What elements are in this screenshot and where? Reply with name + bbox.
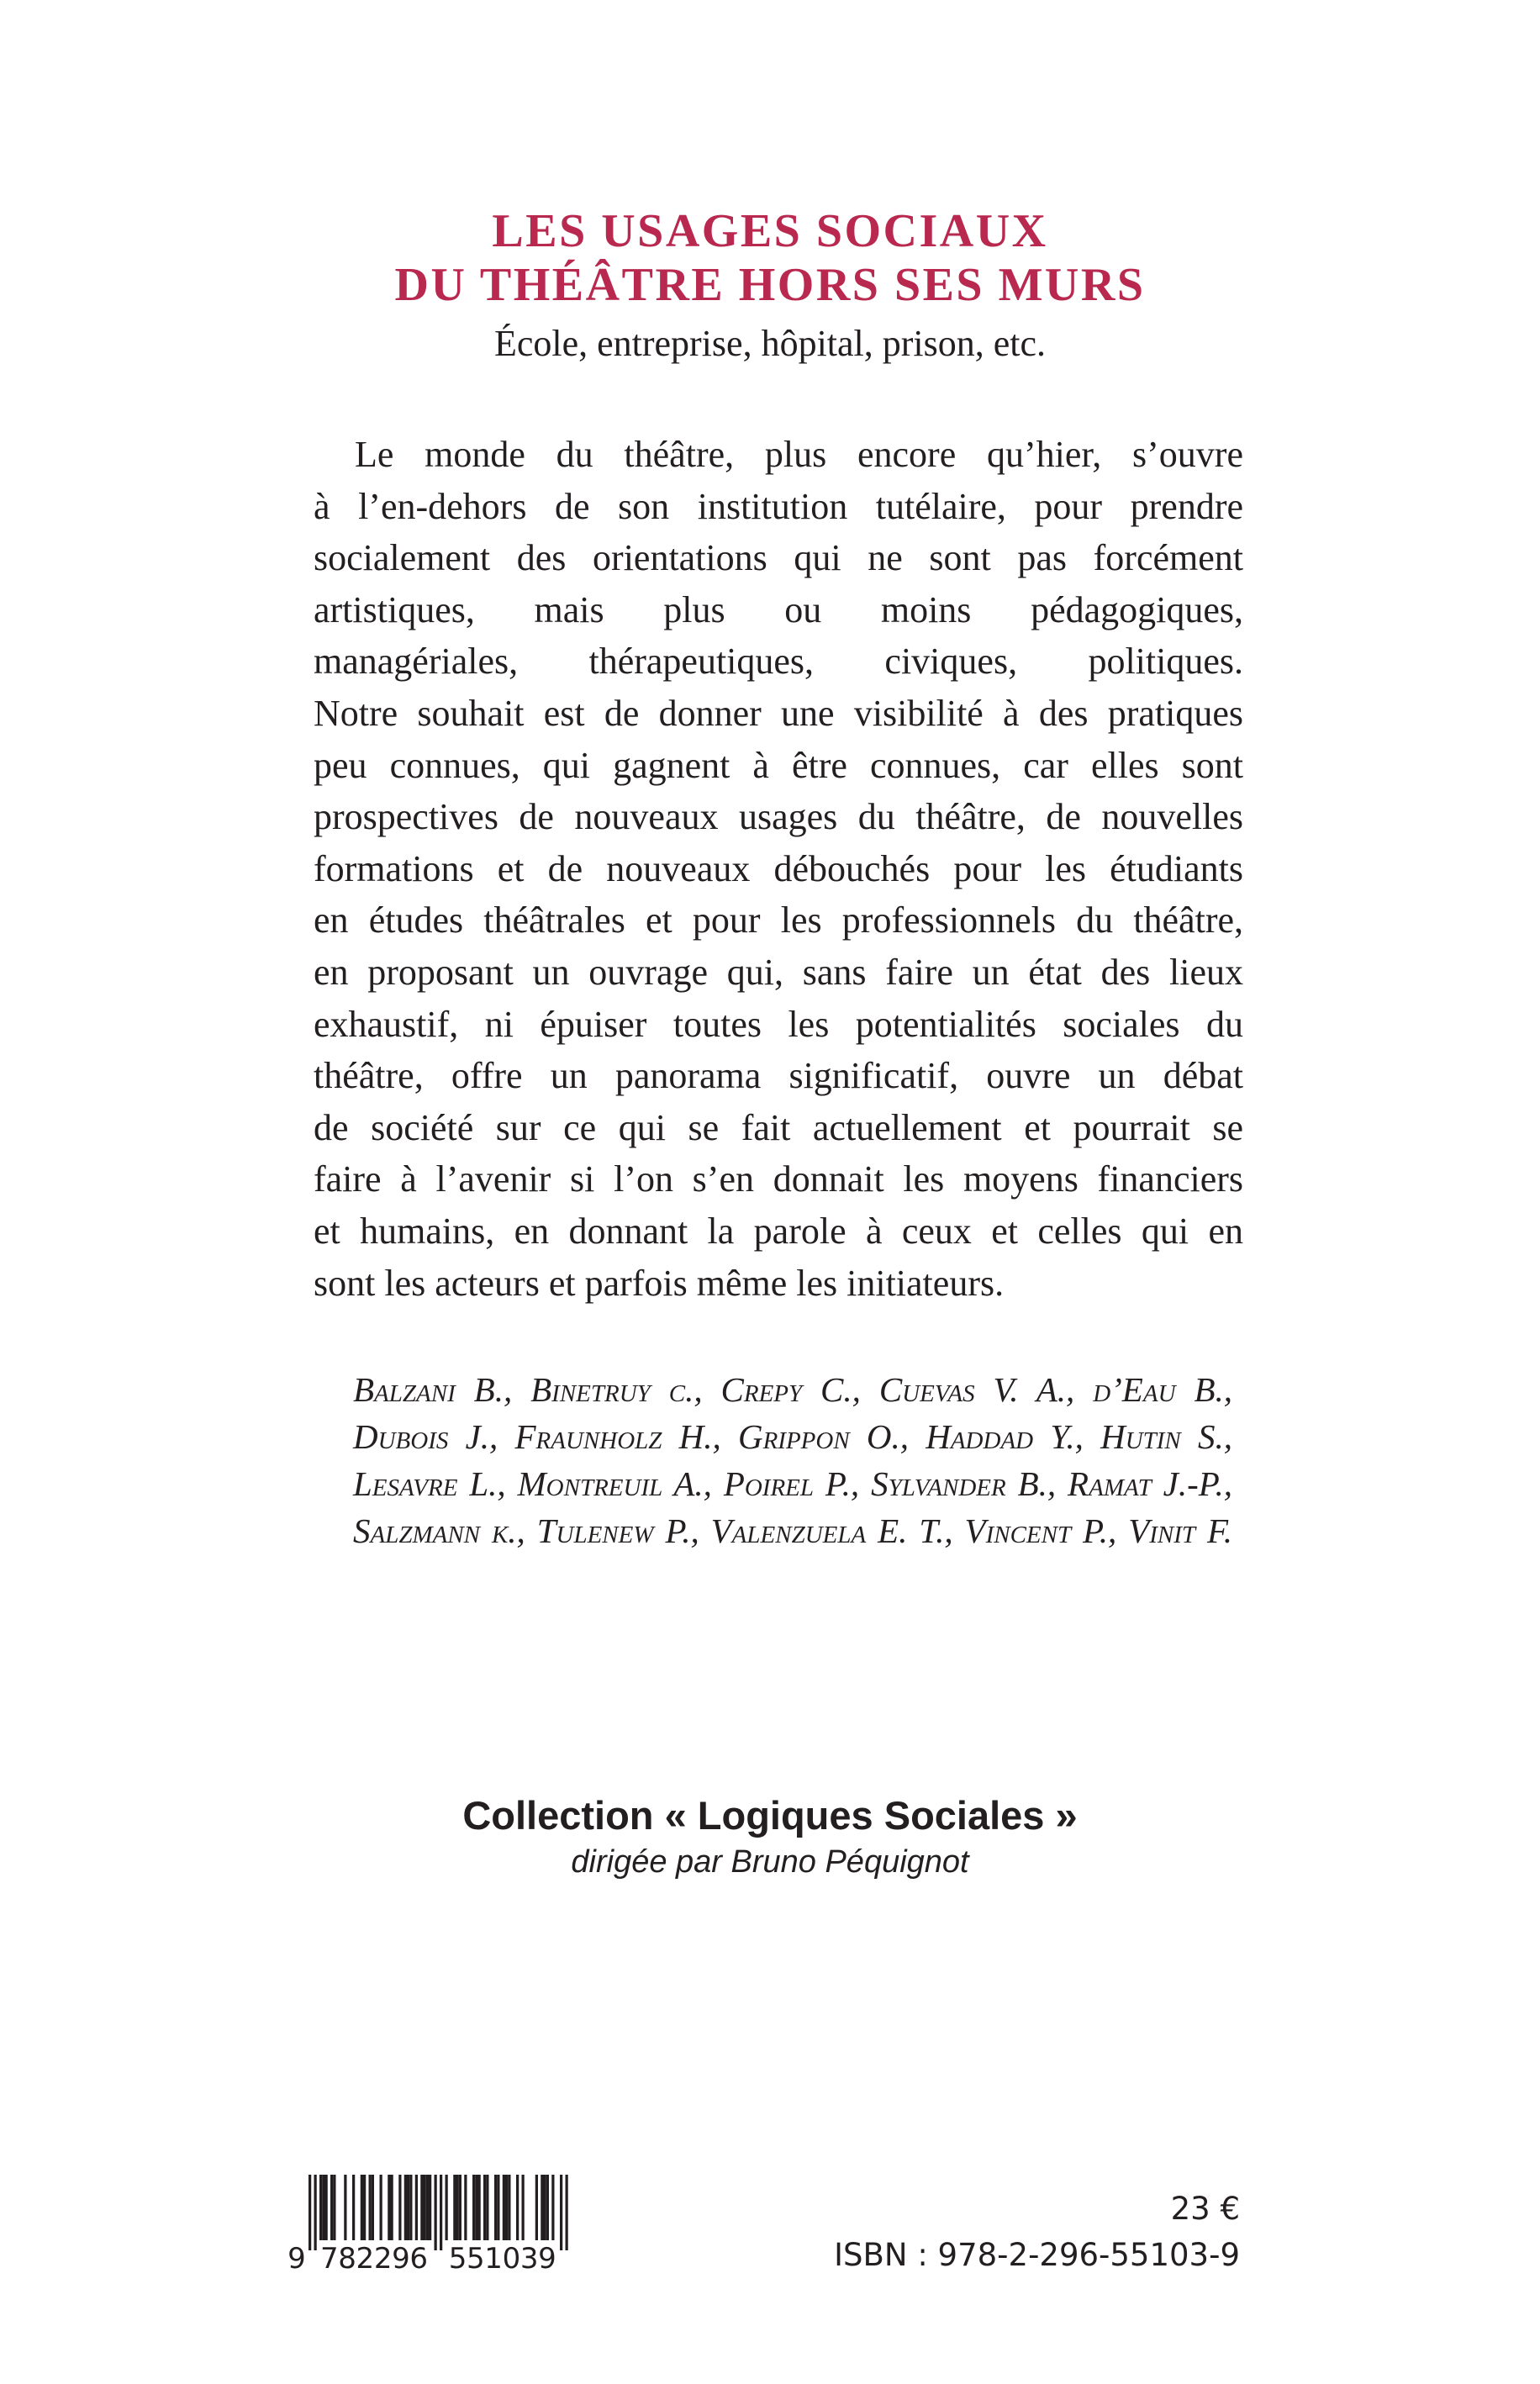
blurb-line: exhaustif, ni épuiser toutes les potentialités sociales du [314,1003,1243,1045]
blurb-line: socialement des orientations qui ne sont pas forcément [314,537,1243,579]
blurb-line: peu connues, qui gagnent à être connues, car elles sont [314,744,1243,786]
contributors-line: Balzani B., Binetruy c., Crepy C., Cuevas V. A., d’Eau B., [353,1370,1232,1409]
blurb-line: sont les acteurs et parfois même les initiateurs. [314,1262,1005,1304]
contributors-list [353,1366,1232,1554]
isbn-barcode [286,2175,572,2280]
contributors-line: Dubois J., Fraunholz H., Grippon O., Haddad Y., Hutin S., [353,1417,1232,1456]
svg-text:551039: 551039 [448,2242,556,2276]
blurb-line: théâtre, offre un panorama significatif, ouvre un débat [314,1055,1243,1097]
blurb-line: managériales, thérapeutiques, civiques, politiques. [314,641,1243,683]
svg-text:782296: 782296 [320,2242,428,2276]
blurb-line: artistiques, mais plus ou moins pédagogiques, [314,588,1243,630]
blurb-line: prospectives de nouveaux usages du théâtre, de nouvelles [314,796,1243,838]
book-title-line-1: LES USAGES SOCIAUX [492,205,1048,257]
blurb-line: de société sur ce qui se fait actuellement et pourrait se [314,1106,1243,1148]
blurb-paragraph [314,429,1243,1309]
collection-director: dirigée par Bruno Péquignot [571,1844,969,1880]
blurb-line: à l’en-dehors de son institution tutélaire, pour prendre [314,485,1243,527]
contributors-line: Lesavre L., Montreuil A., Poirel P., Sylvander B., Ramat J.-P., [353,1464,1232,1503]
blurb-line: en proposant un ouvrage qui, sans faire un état des lieux [314,951,1243,993]
blurb-line: formations et de nouveaux débouchés pour les étudiants [314,847,1243,889]
contributors-line: Salzmann k., Tulenew P., Valenzuela E. T., Vincent P., Vinit F. [353,1511,1232,1550]
collection-name: Collection « Logiques Sociales » [462,1793,1078,1838]
blurb-line: Notre souhait est de donner une visibilité à des pratiques [314,692,1243,734]
book-subtitle: École, entreprise, hôpital, prison, etc. [493,323,1047,364]
blurb-line: en études théâtrales et pour les professionnels du théâtre, [314,899,1243,941]
barcode-icon [286,2175,572,2280]
book-title-line-2: DU THÉÂTRE HORS SES MURS [394,259,1146,311]
isbn-label: ISBN : 978-2-296-55103-9 [834,2237,1240,2273]
svg-text:9: 9 [287,2242,306,2276]
blurb-line: faire à l’avenir si l’on s’en donnait les moyens financiers [314,1158,1243,1200]
blurb-line: et humains, en donnant la parole à ceux et celles qui en [314,1210,1243,1252]
blurb-line: Le monde du théâtre, plus encore qu’hier, s’ouvre [355,434,1243,475]
price-label: 23 € [1170,2191,1240,2227]
